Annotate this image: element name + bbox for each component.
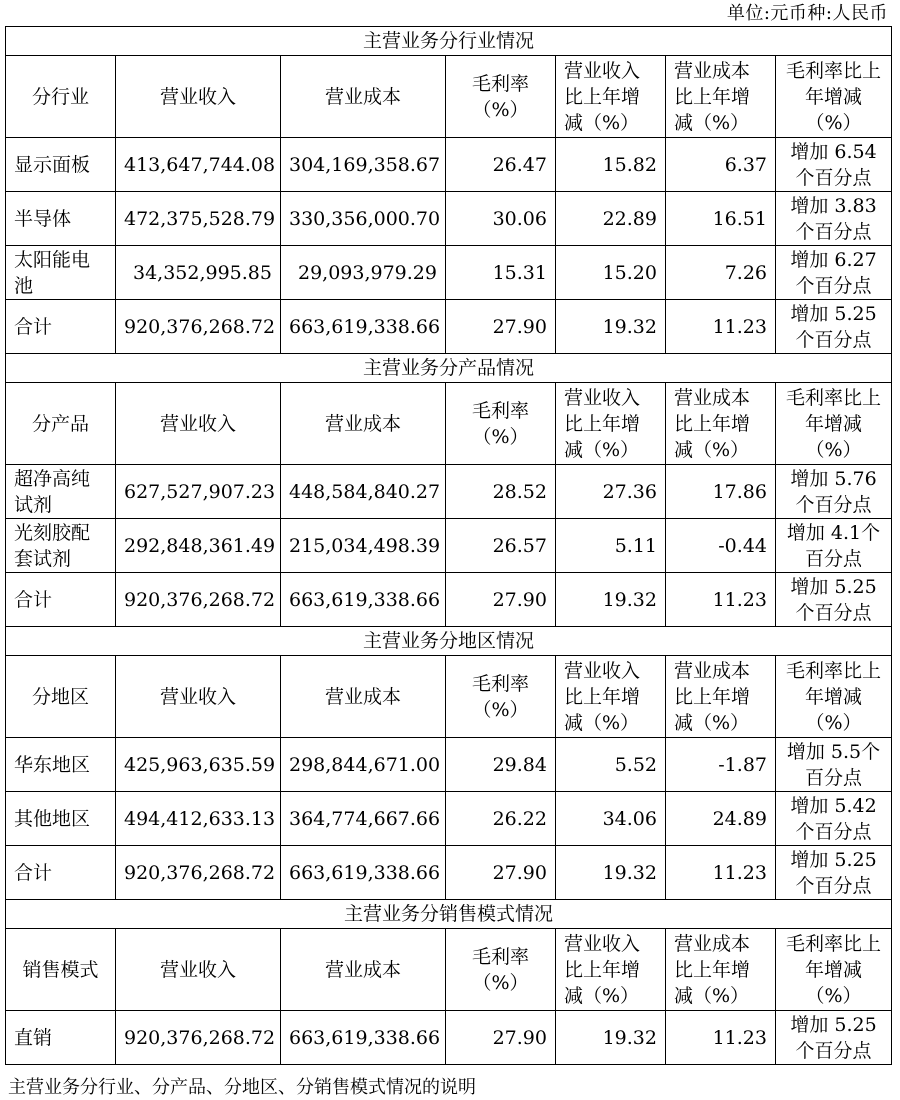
cost-value: 663,619,338.66: [281, 846, 446, 900]
revenue-change-value: 19.32: [556, 1011, 666, 1065]
section-title: 主营业务分产品情况: [6, 354, 892, 383]
cost-value: 364,774,667.66: [281, 792, 446, 846]
cost-change-value: 7.26: [666, 246, 776, 300]
margin-change-value: 增加 6.54个百分点: [776, 138, 892, 192]
header-cost: 营业成本: [281, 383, 446, 465]
margin-change-value: 增加 5.5个百分点: [776, 738, 892, 792]
footer-note: 主营业务分行业、分产品、分地区、分销售模式情况的说明: [8, 1077, 476, 1098]
header-gross-margin: 毛利率（%）: [446, 56, 556, 138]
table-row: [6, 138, 892, 192]
header-cost-change: 营业成本比上年增减（%）: [666, 56, 776, 138]
margin-change-value: 增加 4.1个百分点: [776, 519, 892, 573]
row-name: 合计: [6, 300, 116, 354]
header-category: 销售模式: [6, 929, 116, 1011]
revenue-value: 920,376,268.72: [116, 573, 281, 627]
revenue-value: 413,647,744.08: [116, 138, 281, 192]
row-name: 合计: [6, 573, 116, 627]
gross-margin-value: 30.06: [446, 192, 556, 246]
cost-change-value: 11.23: [666, 846, 776, 900]
table-row: [6, 246, 892, 300]
cost-value: 304,169,358.67: [281, 138, 446, 192]
section-title-row: [6, 627, 892, 656]
gross-margin-value: 15.31: [446, 246, 556, 300]
margin-change-value: 增加 5.25个百分点: [776, 1011, 892, 1065]
revenue-change-value: 19.32: [556, 573, 666, 627]
row-name: 超净高纯试剂: [6, 465, 116, 519]
section-title-row: [6, 354, 892, 383]
revenue-value: 920,376,268.72: [116, 1011, 281, 1065]
row-name: 半导体: [6, 192, 116, 246]
cost-change-value: 16.51: [666, 192, 776, 246]
header-gross-margin: 毛利率（%）: [446, 929, 556, 1011]
revenue-change-value: 22.89: [556, 192, 666, 246]
header-revenue-change: 营业收入比上年增减（%）: [556, 656, 666, 738]
margin-change-value: 增加 5.25个百分点: [776, 573, 892, 627]
unit-label: 单位:元币种:人民币: [726, 3, 888, 24]
header-row: [6, 929, 892, 1011]
revenue-value: 920,376,268.72: [116, 300, 281, 354]
margin-change-value: 增加 3.83个百分点: [776, 192, 892, 246]
header-revenue-change: 营业收入比上年增减（%）: [556, 929, 666, 1011]
cost-value: 330,356,000.70: [281, 192, 446, 246]
header-cost-change: 营业成本比上年增减（%）: [666, 929, 776, 1011]
cost-value: 448,584,840.27: [281, 465, 446, 519]
table-row: [6, 465, 892, 519]
table-row: [6, 846, 892, 900]
table-row: [6, 519, 892, 573]
gross-margin-value: 29.84: [446, 738, 556, 792]
revenue-value: 425,963,635.59: [116, 738, 281, 792]
revenue-value: 292,848,361.49: [116, 519, 281, 573]
header-revenue: 营业收入: [116, 929, 281, 1011]
section-title-row: [6, 900, 892, 929]
revenue-change-value: 15.82: [556, 138, 666, 192]
header-margin-change: 毛利率比上年增减（%）: [776, 656, 892, 738]
row-name: 直销: [6, 1011, 116, 1065]
header-cost: 营业成本: [281, 56, 446, 138]
margin-change-value: 增加 5.25个百分点: [776, 846, 892, 900]
row-name: 太阳能电池: [6, 246, 116, 300]
header-revenue-change: 营业收入比上年增减（%）: [556, 56, 666, 138]
cost-change-value: 11.23: [666, 1011, 776, 1065]
header-category: 分产品: [6, 383, 116, 465]
header-margin-change: 毛利率比上年增减（%）: [776, 929, 892, 1011]
revenue-change-value: 27.36: [556, 465, 666, 519]
revenue-change-value: 34.06: [556, 792, 666, 846]
section-title: 主营业务分地区情况: [6, 627, 892, 656]
margin-change-value: 增加 6.27个百分点: [776, 246, 892, 300]
table-row: [6, 300, 892, 354]
margin-change-value: 增加 5.76个百分点: [776, 465, 892, 519]
revenue-change-value: 15.20: [556, 246, 666, 300]
cost-value: 29,093,979.29: [281, 246, 446, 300]
row-name: 合计: [6, 846, 116, 900]
row-name: 显示面板: [6, 138, 116, 192]
gross-margin-value: 27.90: [446, 1011, 556, 1065]
revenue-value: 34,352,995.85: [116, 246, 281, 300]
table-row: [6, 792, 892, 846]
header-row: [6, 383, 892, 465]
cost-change-value: 24.89: [666, 792, 776, 846]
revenue-change-value: 19.32: [556, 846, 666, 900]
gross-margin-value: 27.90: [446, 300, 556, 354]
gross-margin-value: 26.22: [446, 792, 556, 846]
revenue-value: 472,375,528.79: [116, 192, 281, 246]
gross-margin-value: 28.52: [446, 465, 556, 519]
cost-change-value: 11.23: [666, 573, 776, 627]
cost-change-value: 6.37: [666, 138, 776, 192]
gross-margin-value: 27.90: [446, 573, 556, 627]
section-title: 主营业务分行业情况: [6, 27, 892, 56]
header-cost-change: 营业成本比上年增减（%）: [666, 383, 776, 465]
cost-value: 663,619,338.66: [281, 1011, 446, 1065]
header-row: [6, 56, 892, 138]
revenue-value: 920,376,268.72: [116, 846, 281, 900]
header-gross-margin: 毛利率（%）: [446, 383, 556, 465]
table-row: [6, 1011, 892, 1065]
header-cost: 营业成本: [281, 929, 446, 1011]
revenue-value: 494,412,633.13: [116, 792, 281, 846]
header-category: 分行业: [6, 56, 116, 138]
header-gross-margin: 毛利率（%）: [446, 656, 556, 738]
section-title-row: [6, 27, 892, 56]
cost-value: 663,619,338.66: [281, 573, 446, 627]
revenue-value: 627,527,907.23: [116, 465, 281, 519]
cost-change-value: 11.23: [666, 300, 776, 354]
gross-margin-value: 26.57: [446, 519, 556, 573]
cost-change-value: -1.87: [666, 738, 776, 792]
table-row: [6, 192, 892, 246]
cost-value: 663,619,338.66: [281, 300, 446, 354]
margin-change-value: 增加 5.42个百分点: [776, 792, 892, 846]
header-revenue: 营业收入: [116, 656, 281, 738]
row-name: 华东地区: [6, 738, 116, 792]
revenue-change-value: 19.32: [556, 300, 666, 354]
revenue-change-value: 5.52: [556, 738, 666, 792]
header-margin-change: 毛利率比上年增减（%）: [776, 56, 892, 138]
table-row: [6, 573, 892, 627]
table-row: [6, 738, 892, 792]
cost-change-value: -0.44: [666, 519, 776, 573]
header-cost-change: 营业成本比上年增减（%）: [666, 656, 776, 738]
header-revenue: 营业收入: [116, 56, 281, 138]
margin-change-value: 增加 5.25个百分点: [776, 300, 892, 354]
row-name: 光刻胶配套试剂: [6, 519, 116, 573]
cost-value: 298,844,671.00: [281, 738, 446, 792]
header-row: [6, 656, 892, 738]
header-cost: 营业成本: [281, 656, 446, 738]
gross-margin-value: 26.47: [446, 138, 556, 192]
header-margin-change: 毛利率比上年增减（%）: [776, 383, 892, 465]
section-title: 主营业务分销售模式情况: [6, 900, 892, 929]
header-revenue: 营业收入: [116, 383, 281, 465]
row-name: 其他地区: [6, 792, 116, 846]
main-business-table: [5, 26, 892, 1065]
header-category: 分地区: [6, 656, 116, 738]
table-body: [6, 27, 892, 1065]
revenue-change-value: 5.11: [556, 519, 666, 573]
header-revenue-change: 营业收入比上年增减（%）: [556, 383, 666, 465]
cost-change-value: 17.86: [666, 465, 776, 519]
gross-margin-value: 27.90: [446, 846, 556, 900]
cost-value: 215,034,498.39: [281, 519, 446, 573]
